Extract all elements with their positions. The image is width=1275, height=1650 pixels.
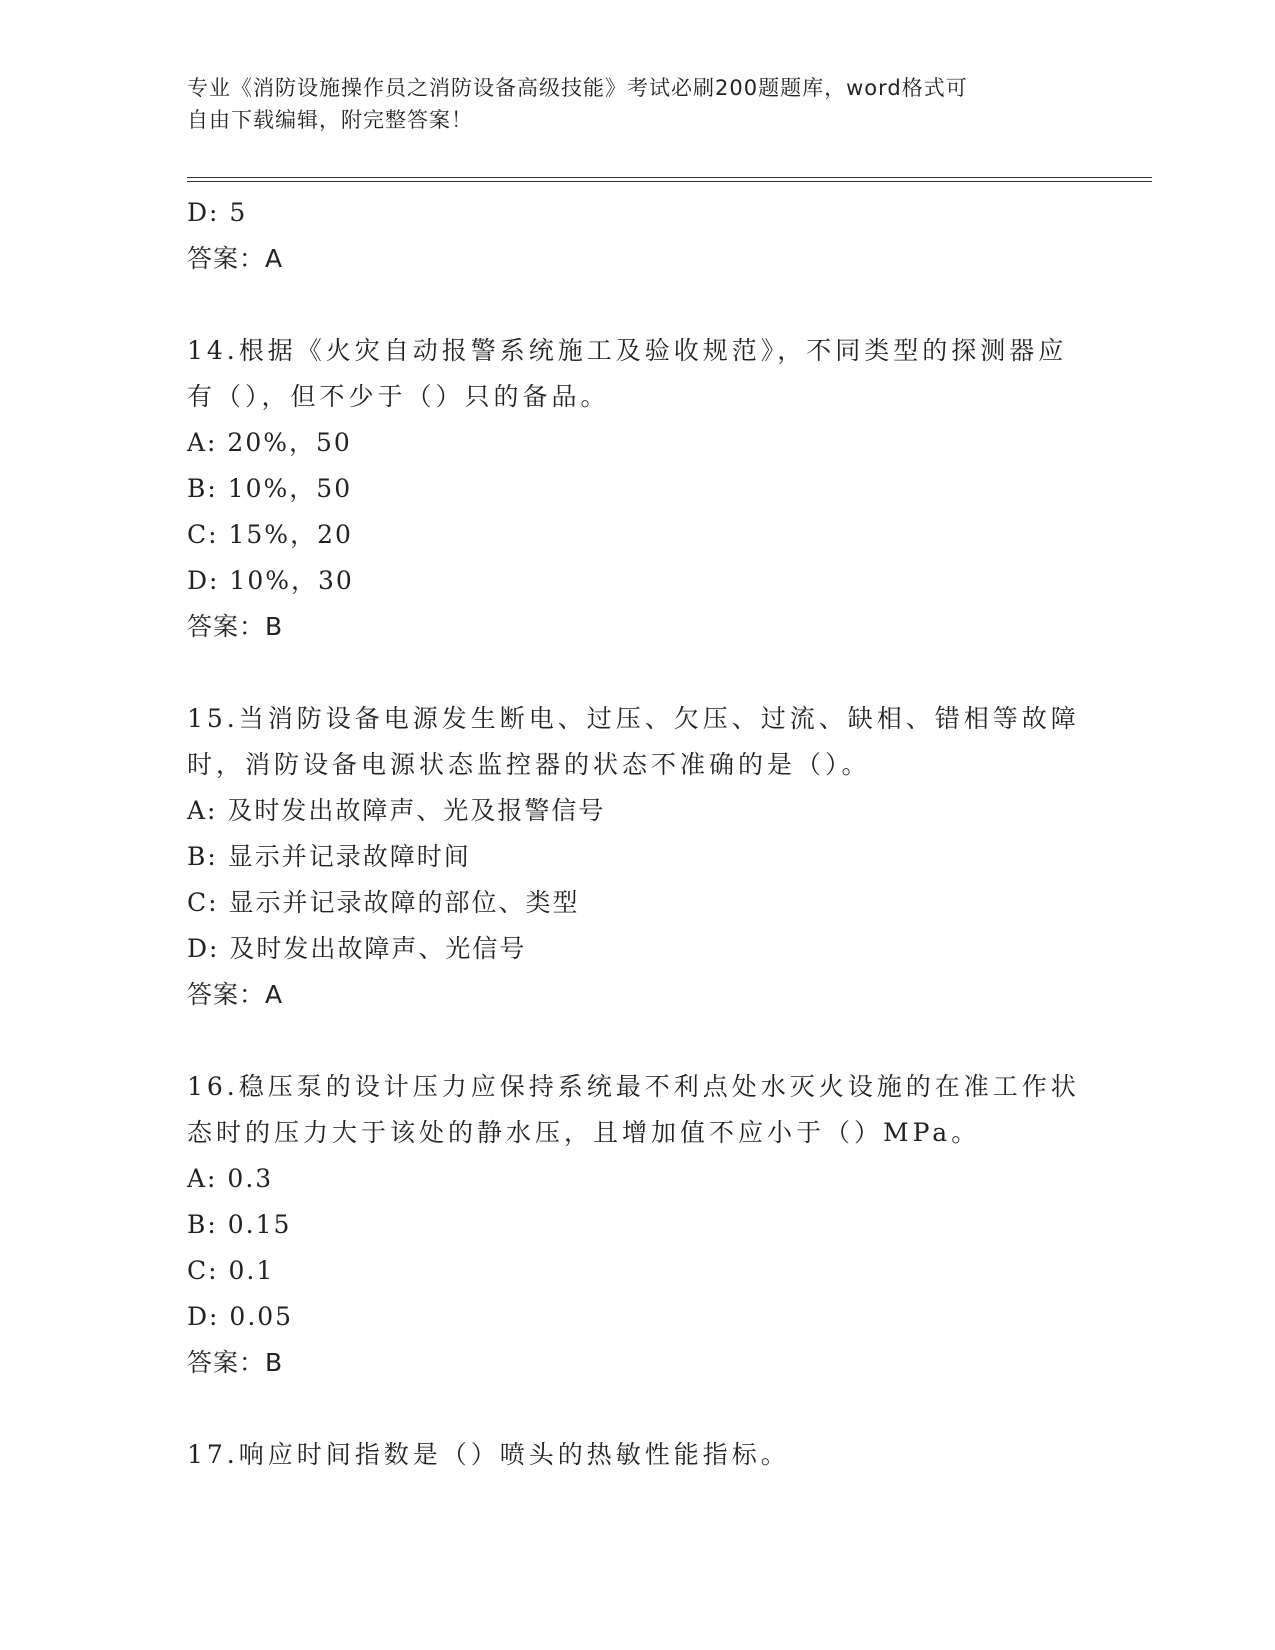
question-stem-line-1: 15.当消防设备电源发生断电、过压、欠压、过流、缺相、错相等故障	[187, 704, 1080, 733]
question-stem-line-2: 有（），但不少于（）只的备品。	[187, 382, 610, 411]
header-line-2: 自由下载编辑，附完整答案！	[187, 108, 473, 132]
option-b: B: 0.15	[187, 1210, 292, 1239]
option-b: B: 显示并记录故障时间	[187, 842, 471, 871]
header-divider	[187, 177, 1152, 182]
spacer	[187, 1386, 1087, 1432]
option-b: B: 10%，50	[187, 474, 353, 503]
option-c: C: 显示并记录故障的部位、类型	[187, 888, 580, 917]
spacer	[187, 650, 1087, 696]
option-a: A: 及时发出故障声、光及报警信号	[187, 796, 606, 825]
question-stem-line-1: 17.响应时间指数是（）喷头的热敏性能指标。	[187, 1440, 790, 1469]
document-body	[187, 190, 1087, 1478]
question-15	[187, 696, 1087, 1018]
option-a: A: 20%，50	[187, 428, 352, 457]
question-17	[187, 1432, 1087, 1478]
question-stem-line-1: 14.根据《火灾自动报警系统施工及验收规范》，不同类型的探测器应	[187, 336, 1068, 365]
question-16	[187, 1064, 1087, 1386]
option-d: D: 0.05	[187, 1302, 294, 1331]
question-stem-line-1: 16.稳压泵的设计压力应保持系统最不利点处水灭火设施的在准工作状	[187, 1072, 1080, 1101]
question-stem-line-2: 时，消防设备电源状态监控器的状态不准确的是（）。	[187, 750, 871, 779]
option-d: D: 及时发出故障声、光信号	[187, 934, 527, 963]
header-line-1: 专业《消防设施操作员之消防设备高级技能》考试必刷200题题库，word格式可	[187, 76, 968, 100]
spacer	[187, 282, 1087, 328]
document-header	[187, 72, 1067, 136]
option-c: C: 15%，20	[187, 520, 353, 549]
answer: 答案：A	[187, 244, 284, 273]
question-stem-line-2: 态时的压力大于该处的静水压，且增加值不应小于（）MPa。	[187, 1118, 981, 1147]
question-14	[187, 328, 1087, 650]
spacer	[187, 1018, 1087, 1064]
answer: 答案：A	[187, 980, 284, 1009]
option-a: A: 0.3	[187, 1164, 274, 1193]
option-c: C: 0.1	[187, 1256, 275, 1285]
answer: 答案：B	[187, 1348, 284, 1377]
answer: 答案：B	[187, 612, 284, 641]
option-d: D: 5	[187, 198, 248, 227]
option-d: D: 10%，30	[187, 566, 354, 595]
